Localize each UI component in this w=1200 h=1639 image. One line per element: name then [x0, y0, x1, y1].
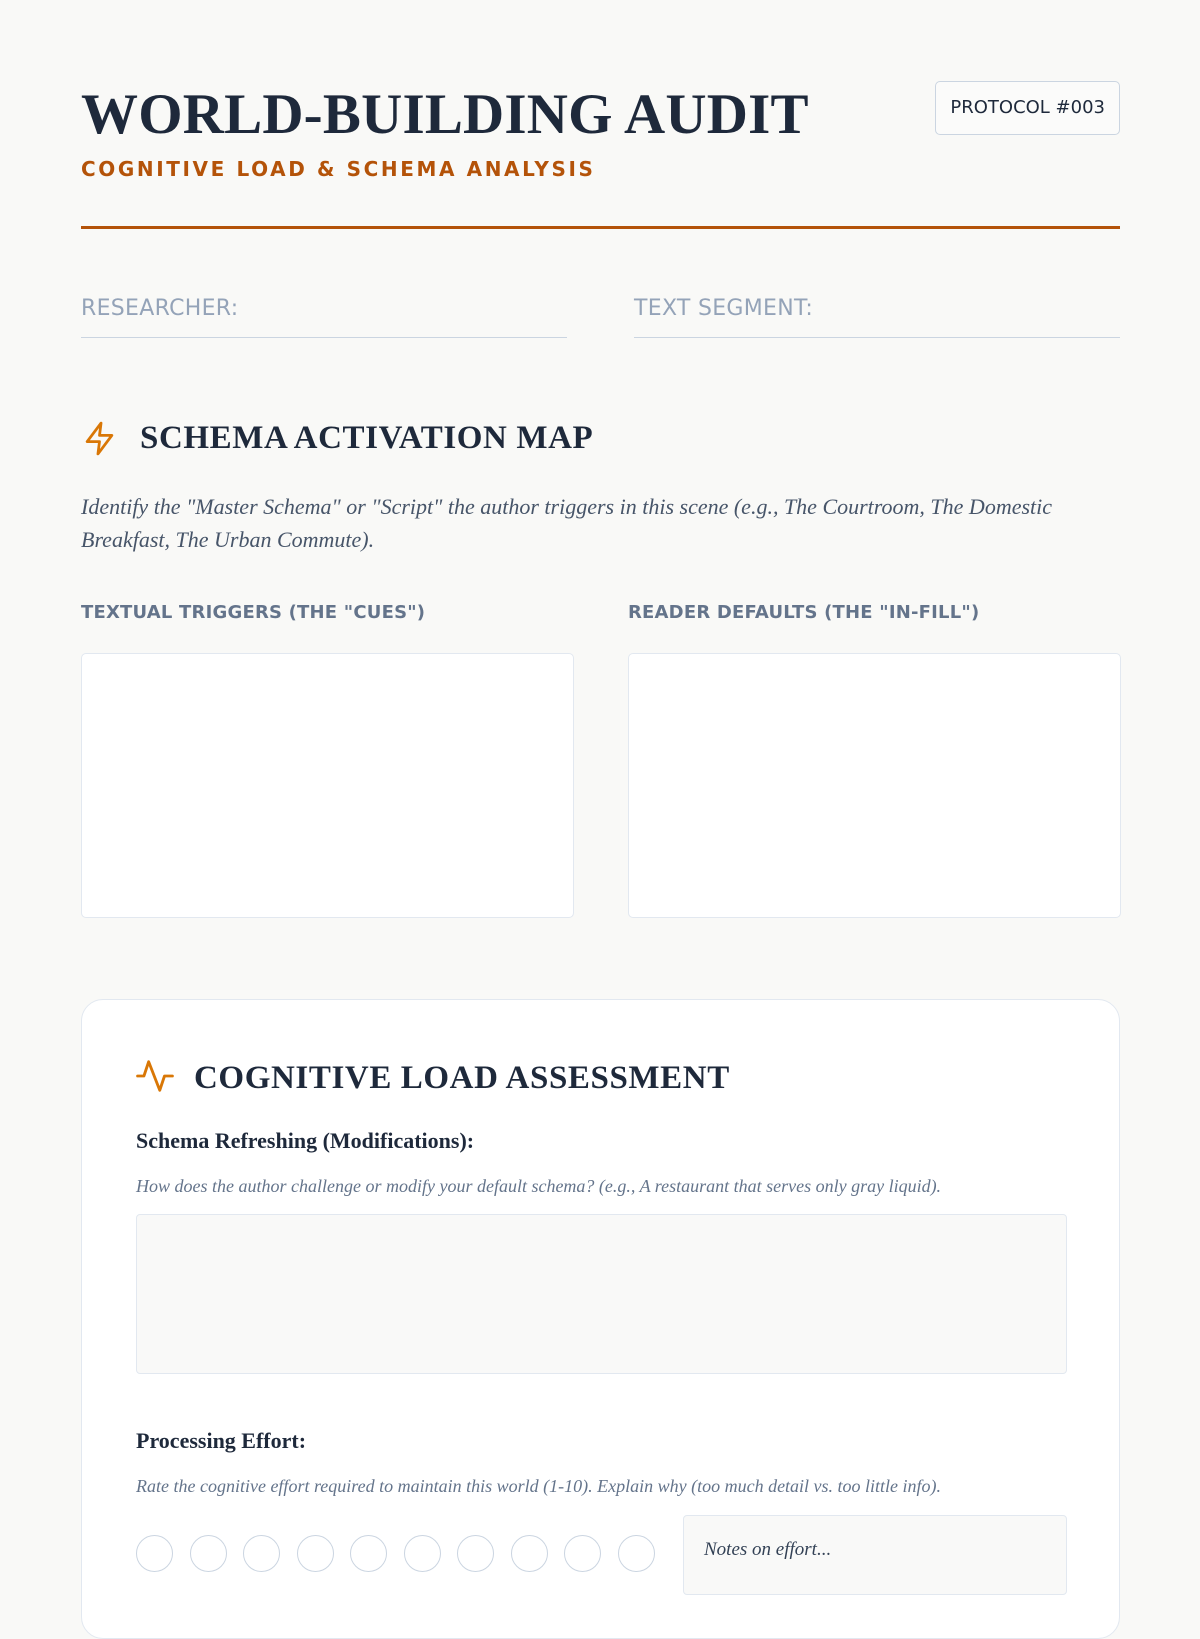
researcher-field[interactable] — [81, 296, 567, 338]
textual-triggers-label: TEXTUAL TRIGGERS (THE "CUES") — [81, 602, 426, 623]
text-segment-field[interactable] — [634, 296, 1120, 338]
schema-refreshing-help: How does the author challenge or modify your default schema? (e.g., A restaurant that serves only gray liquid). — [136, 1176, 942, 1196]
rating-1-radio[interactable] — [136, 1535, 173, 1572]
rating-8-radio[interactable] — [511, 1535, 548, 1572]
rating-5-radio[interactable] — [350, 1535, 387, 1572]
processing-effort-label: Processing Effort: — [136, 1428, 307, 1453]
rating-9-radio[interactable] — [564, 1535, 601, 1572]
protocol-badge: PROTOCOL #003 — [935, 81, 1120, 135]
load-section-title: COGNITIVE LOAD ASSESSMENT — [194, 1060, 730, 1096]
text-segment-label: TEXT SEGMENT: — [634, 296, 814, 321]
rating-2-radio[interactable] — [190, 1535, 227, 1572]
rating-7-radio[interactable] — [457, 1535, 494, 1572]
page-title: WORLD-BUILDING AUDIT — [81, 83, 809, 146]
rating-10-radio[interactable] — [618, 1535, 655, 1572]
schema-section-heading — [81, 420, 593, 457]
effort-notes-input[interactable] — [683, 1515, 1067, 1595]
schema-refreshing-input[interactable] — [136, 1214, 1067, 1374]
rating-4-radio[interactable] — [297, 1535, 334, 1572]
schema-refreshing-label: Schema Refreshing (Modifications): — [136, 1128, 475, 1153]
worksheet-page — [81, 0, 1120, 1560]
schema-section-title: SCHEMA ACTIVATION MAP — [140, 420, 594, 456]
schema-section-intro: Identify the "Master Schema" or "Script" the author triggers in this scene (e.g., The Courtroom, The Domestic Breakfast, The Urban Commute). — [81, 494, 1053, 552]
load-section-heading — [136, 1057, 730, 1100]
textual-triggers-input[interactable] — [81, 653, 574, 918]
page-subtitle: COGNITIVE LOAD & SCHEMA ANALYSIS — [81, 157, 596, 181]
cognitive-load-card — [81, 999, 1120, 1639]
reader-defaults-label: READER DEFAULTS (THE "IN-FILL") — [628, 602, 980, 623]
effort-rating-scale — [136, 1535, 671, 1572]
researcher-label: RESEARCHER: — [81, 296, 239, 321]
activity-icon — [136, 1057, 174, 1100]
header-divider — [81, 226, 1120, 229]
rating-6-radio[interactable] — [404, 1535, 441, 1572]
header — [81, 0, 1120, 230]
processing-effort-help: Rate the cognitive effort required to maintain this world (1-10). Explain why (too much detail vs. too little info). — [136, 1476, 942, 1496]
effort-notes-placeholder: Notes on effort... — [704, 1539, 832, 1560]
zap-icon — [81, 420, 118, 457]
reader-defaults-input[interactable] — [628, 653, 1121, 918]
rating-3-radio[interactable] — [243, 1535, 280, 1572]
